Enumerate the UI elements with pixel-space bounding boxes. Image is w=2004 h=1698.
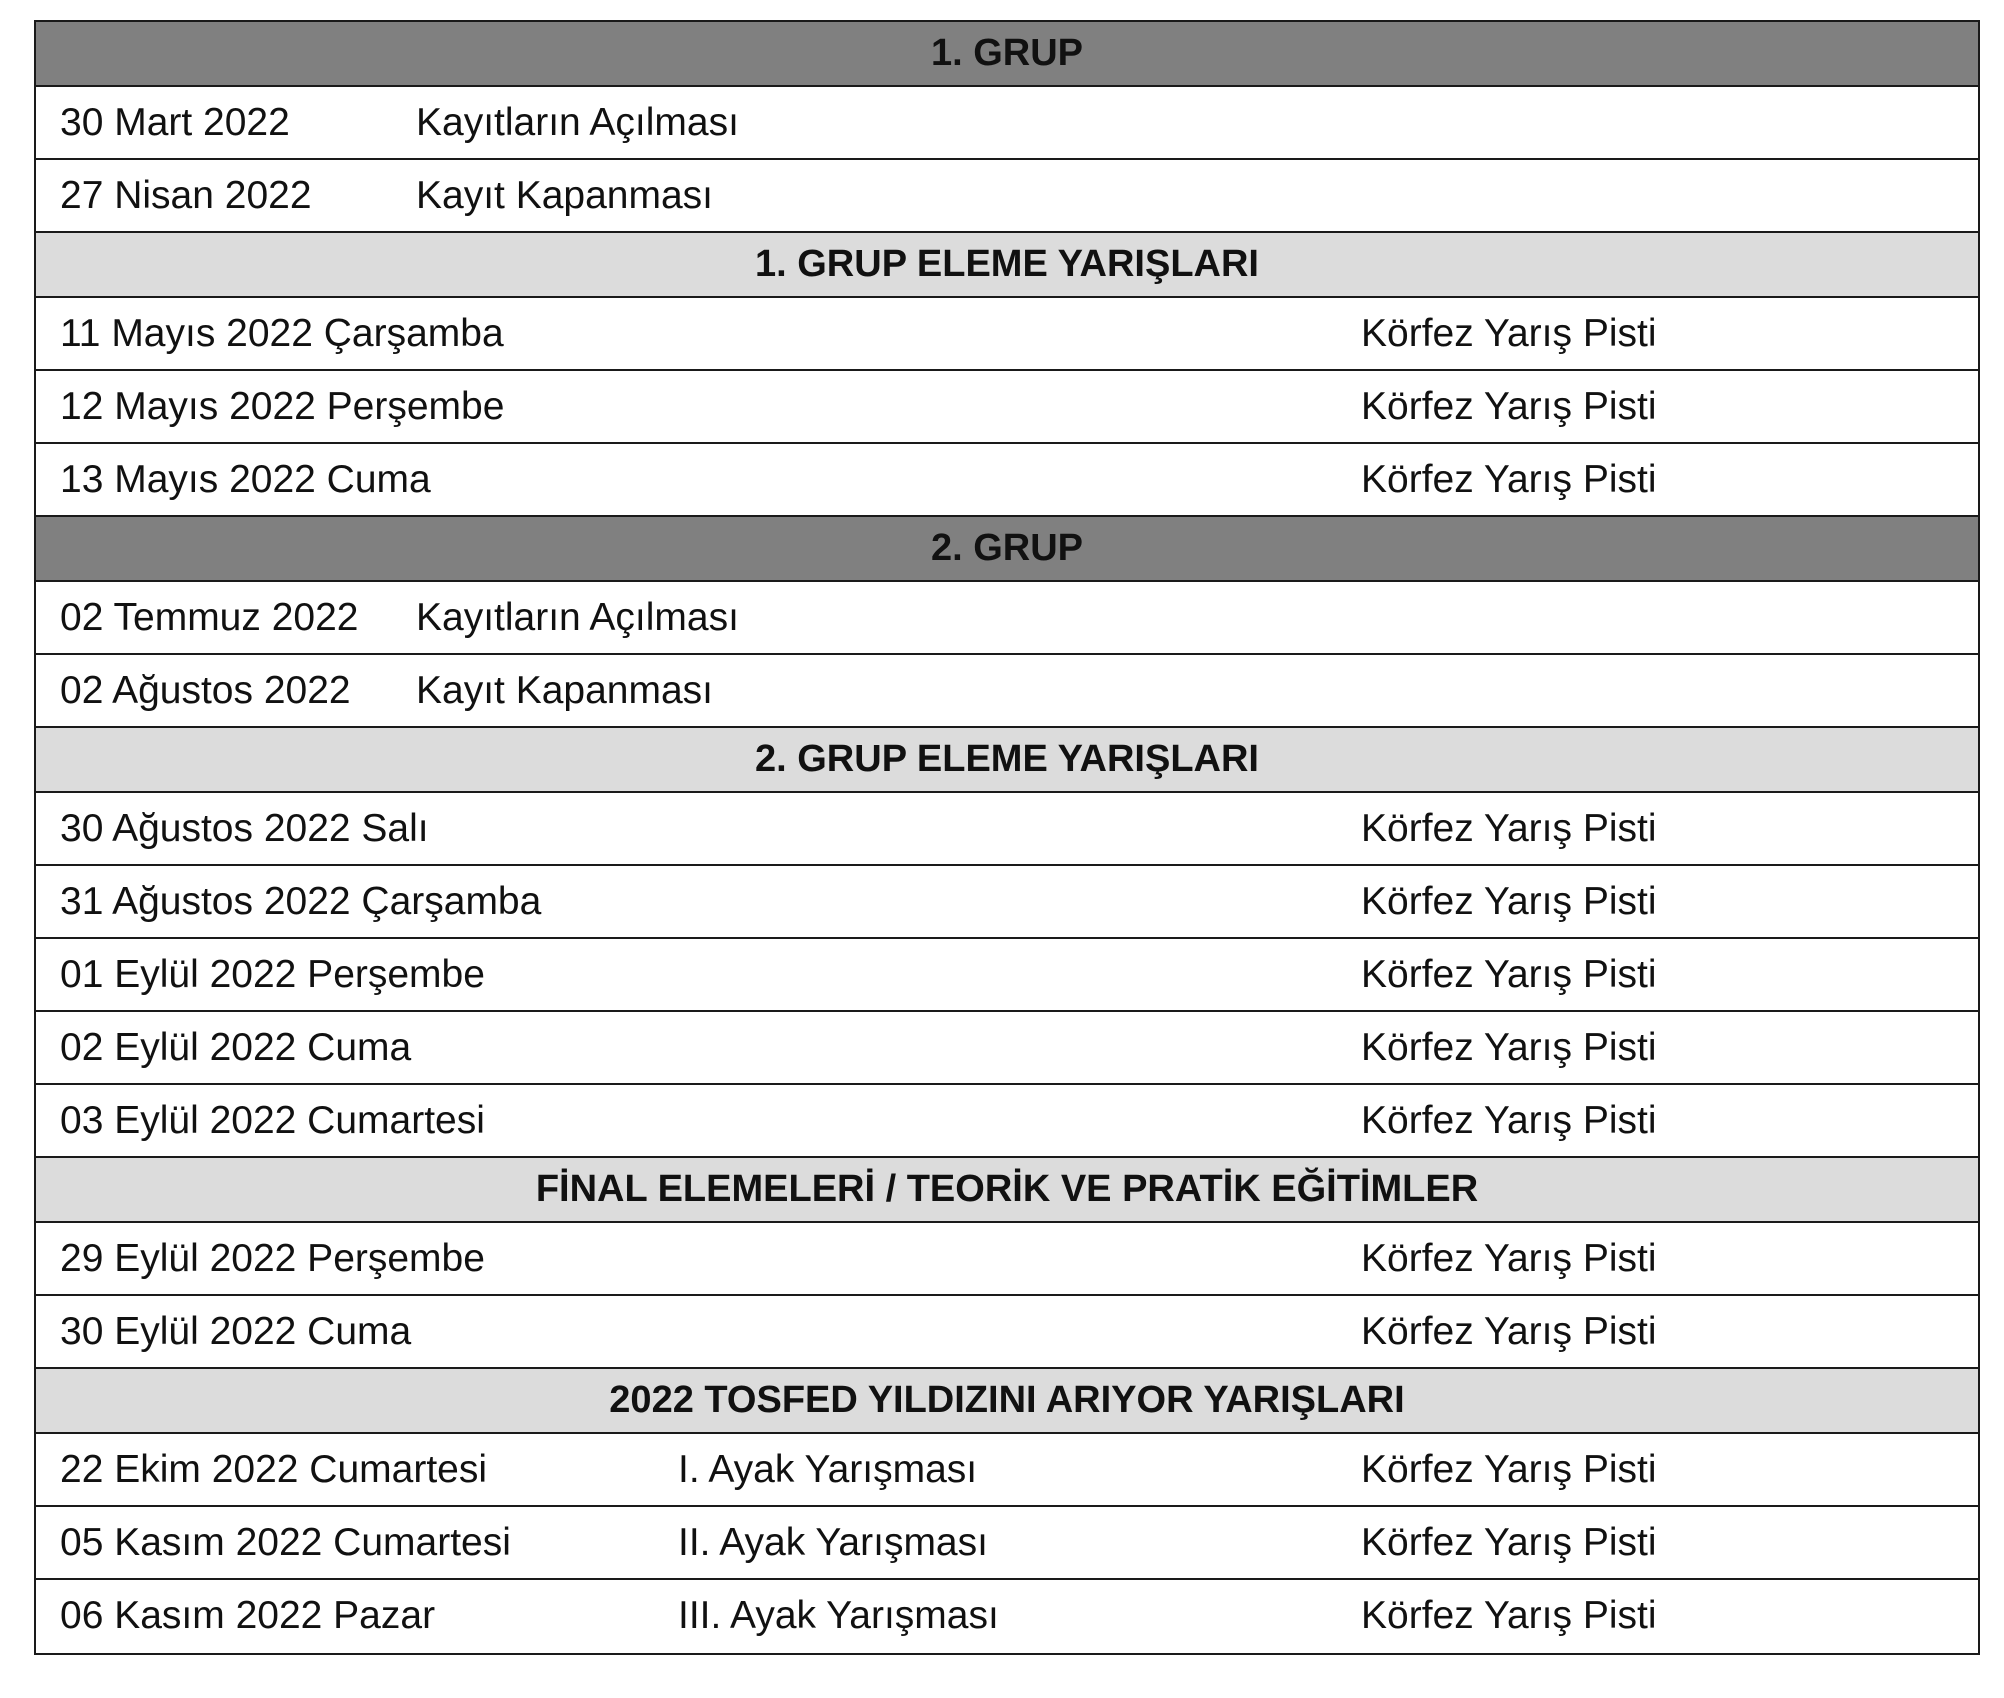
row-date: 02 Temmuz 2022: [60, 596, 359, 639]
row-event: Kayıt Kapanması: [416, 669, 713, 712]
table-row: [36, 87, 1978, 160]
table-row: [36, 1507, 1978, 1580]
table-row: [36, 1580, 1978, 1653]
table-row: [36, 1012, 1978, 1085]
section-header: [36, 517, 1978, 582]
row-venue: Körfez Yarış Pisti: [1361, 1594, 1657, 1637]
row-date: 06 Kasım 2022 Pazar: [60, 1594, 436, 1637]
section-header: [36, 728, 1978, 793]
section-title: 2. GRUP ELEME YARIŞLARI: [755, 738, 1259, 780]
row-date: 02 Ağustos 2022: [60, 669, 351, 712]
row-venue: Körfez Yarış Pisti: [1361, 1026, 1657, 1069]
row-stage: III. Ayak Yarışması: [678, 1594, 999, 1637]
row-date: 01 Eylül 2022 Perşembe: [60, 953, 485, 996]
section-title: 1. GRUP: [930, 32, 1084, 74]
section-title: 2022 TOSFED YILDIZINI ARIYOR YARIŞLARI: [609, 1379, 1405, 1421]
row-date: 12 Mayıs 2022 Perşembe: [60, 385, 505, 428]
row-event: Kayıtların Açılması: [416, 101, 739, 144]
row-venue: Körfez Yarış Pisti: [1361, 953, 1657, 996]
table-row: [36, 1085, 1978, 1158]
row-date: 30 Ağustos 2022 Salı: [60, 807, 429, 850]
row-venue: Körfez Yarış Pisti: [1361, 1237, 1657, 1280]
row-venue: Körfez Yarış Pisti: [1361, 312, 1657, 355]
row-date: 13 Mayıs 2022 Cuma: [60, 458, 431, 501]
table-row: [36, 371, 1978, 444]
row-date: 11 Mayıs 2022 Çarşamba: [60, 312, 504, 355]
row-event: Kayıt Kapanması: [416, 174, 713, 217]
row-date: 31 Ağustos 2022 Çarşamba: [60, 880, 542, 923]
section-title: 1. GRUP ELEME YARIŞLARI: [755, 243, 1259, 285]
row-date: 22 Ekim 2022 Cumartesi: [60, 1448, 488, 1491]
row-event: Kayıtların Açılması: [416, 596, 739, 639]
row-date: 29 Eylül 2022 Perşembe: [60, 1237, 485, 1280]
section-title: FİNAL ELEMELERİ / TEORİK VE PRATİK EĞİTİMLER: [535, 1168, 1479, 1210]
table-row: [36, 160, 1978, 233]
row-stage: II. Ayak Yarışması: [678, 1521, 988, 1564]
row-venue: Körfez Yarış Pisti: [1361, 458, 1657, 501]
row-venue: Körfez Yarış Pisti: [1361, 807, 1657, 850]
row-venue: Körfez Yarış Pisti: [1361, 880, 1657, 923]
table-row: [36, 1296, 1978, 1369]
table-row: [36, 1223, 1978, 1296]
row-venue: Körfez Yarış Pisti: [1361, 1310, 1657, 1353]
row-venue: Körfez Yarış Pisti: [1361, 385, 1657, 428]
row-date: 05 Kasım 2022 Cumartesi: [60, 1521, 511, 1564]
row-date: 03 Eylül 2022 Cumartesi: [60, 1099, 485, 1142]
section-header: [36, 233, 1978, 298]
table-row: [36, 793, 1978, 866]
table-row: [36, 298, 1978, 371]
row-date: 30 Mart 2022: [60, 101, 290, 144]
table-row: [36, 866, 1978, 939]
table-row: [36, 655, 1978, 728]
section-title: 2. GRUP: [930, 527, 1084, 569]
table-row: [36, 939, 1978, 1012]
row-date: 02 Eylül 2022 Cuma: [60, 1026, 412, 1069]
row-date: 27 Nisan 2022: [60, 174, 312, 217]
row-venue: Körfez Yarış Pisti: [1361, 1099, 1657, 1142]
table-row: [36, 582, 1978, 655]
table-row: [36, 1434, 1978, 1507]
schedule-table: [34, 20, 1980, 1655]
table-row: [36, 444, 1978, 517]
row-venue: Körfez Yarış Pisti: [1361, 1448, 1657, 1491]
row-venue: Körfez Yarış Pisti: [1361, 1521, 1657, 1564]
row-date: 30 Eylül 2022 Cuma: [60, 1310, 412, 1353]
section-header: [36, 22, 1978, 87]
section-header: [36, 1369, 1978, 1434]
section-header: [36, 1158, 1978, 1223]
row-stage: I. Ayak Yarışması: [678, 1448, 978, 1491]
